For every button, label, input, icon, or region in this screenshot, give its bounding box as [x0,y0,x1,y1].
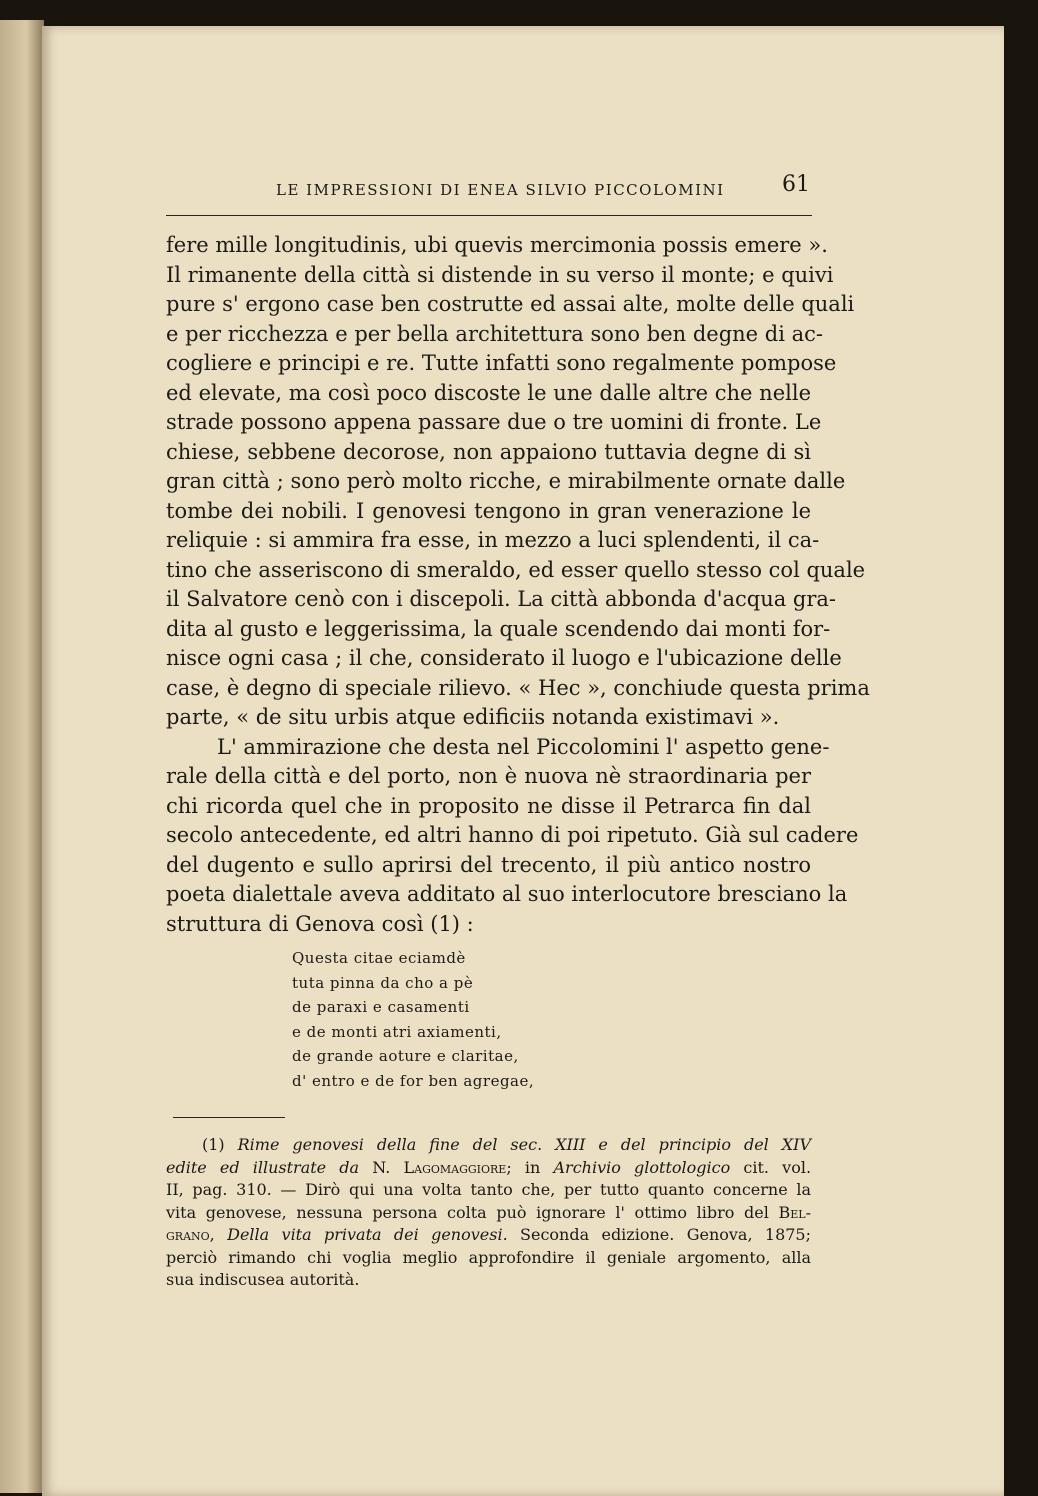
book-title: Della vita privata dei genovesi. [227,1225,508,1244]
footnote-line [166,1202,811,1225]
text-line: rale della città e del porto, non è nuova nè straordinaria per [166,764,811,788]
adjacent-page-edge [0,20,44,1493]
text-line: case, è degno di speciale rilievo. « Hec », conchiude questa prima [166,675,870,700]
text-line: chi ricorda quel che in proposito ne disse il Petrarca fin dal [166,793,811,818]
text-line: ed elevate, ma così poco discoste le une dalle altre che nelle [166,380,811,405]
text-line: parte, « de situ urbis atque edificiis notanda existimavi ». [166,705,780,729]
body-text [166,231,870,939]
text-line: del dugento e sullo aprirsi del trecento, il più antico nostro [166,852,811,877]
footnote-line [166,1157,811,1180]
poem-line: e de monti atri axiamenti, [292,1022,502,1041]
text-line: cogliere e principi e re. Tutte infatti sono regalmente pompose [166,351,837,375]
journal-title: Archivio glottologico [553,1157,731,1177]
header-rule [166,215,812,216]
footnote-line: II, pag. 310. — Dirò qui una volta tanto che, per tutto quanto concerne la [166,1180,811,1199]
footnote-text: N. [372,1157,391,1177]
text-line: chiese, sebbene decorose, non appaiono tuttavia degne di sì [166,439,811,464]
page-number: 61 [782,172,810,197]
text-line: dita al gusto e leggerissima, la quale scendendo dai monti for- [166,616,831,641]
running-title: LE IMPRESSIONI DI ENEA SILVIO PICCOLOMINI [276,181,725,199]
text-line: tino che asseriscono di smeraldo, ed esser quello stesso col quale [166,557,866,582]
footnote-line [166,1134,811,1157]
text-line: L' ammirazione che desta nel Piccolomini l' aspetto gene- [217,734,830,759]
text-line: gran città ; sono però molto ricche, e mirabilmente ornate dalle [166,469,846,493]
footnote-text: , [209,1225,215,1244]
poem-quotation [292,946,534,1093]
text-line: e per ricchezza e per bella architettura sono ben degne di ac- [166,321,823,346]
footnote-line [166,1224,811,1247]
author-name: grano [166,1225,210,1244]
footnote-text: Rime genovesi della fine del sec. XIII e del principio del XIV [237,1135,811,1154]
poem-line: d' entro e de for ben agregae, [292,1071,535,1090]
book-page [42,26,1004,1496]
text-line: tombe dei nobili. I genovesi tengono in gran venerazione le [166,498,811,523]
text-line: nisce ogni casa ; il che, considerato il luogo e l'ubicazione delle [166,646,842,670]
page-header [166,146,810,199]
footnote [166,1134,811,1292]
poem-line: Questa citae eciamdè [292,949,466,967]
text-line: fere mille longitudinis, ubi quevis mercimonia possis emere ». [166,233,828,257]
author-name: Lagomaggiore [403,1157,507,1177]
text-line: il Salvatore cenò con i discepoli. La città abbonda d'acqua gra- [166,587,837,611]
footnote-line: sua indiscusea autorità. [166,1270,360,1289]
footnote-marker: (1) [202,1135,225,1154]
text-line: reliquie : si ammira fra esse, in mezzo a luci splendenti, il ca- [166,528,820,552]
footnote-rule [173,1117,285,1118]
footnote-text: cit. vol. [743,1157,812,1177]
text-line: struttura di Genova così (1) : [166,911,474,936]
footnote-line: perciò rimando chi voglia meglio approfondire il geniale argomento, alla [166,1247,811,1267]
footnote-text: edite ed illustrate da [166,1157,360,1177]
text-line: pure s' ergono case ben costrutte ed assai alte, molte delle quali [166,292,855,316]
poem-line: de paraxi e casamenti [292,998,470,1016]
footnote-text: vita genovese, nessuna persona colta può ignorare l' ottimo libro del [166,1202,769,1222]
footnote-text: Seconda edizione. Genova, 1875; [520,1225,811,1244]
footnote-text: ; in [506,1157,541,1177]
poem-line: tuta pinna da cho a pè [292,973,474,992]
text-line: poeta dialettale aveva additato al suo interlocutore bresciano la [166,882,848,906]
text-line: Il rimanente della città si distende in su verso il monte; e quivi [166,262,834,287]
text-line: strade possono appena passare due o tre uomini di fronte. Le [166,410,822,434]
poem-line: de grande aoture e claritae, [292,1047,519,1065]
text-line: secolo antecedente, ed altri hanno di poi ripetuto. Già sul cadere [166,823,859,847]
author-name: Bel- [778,1202,811,1222]
